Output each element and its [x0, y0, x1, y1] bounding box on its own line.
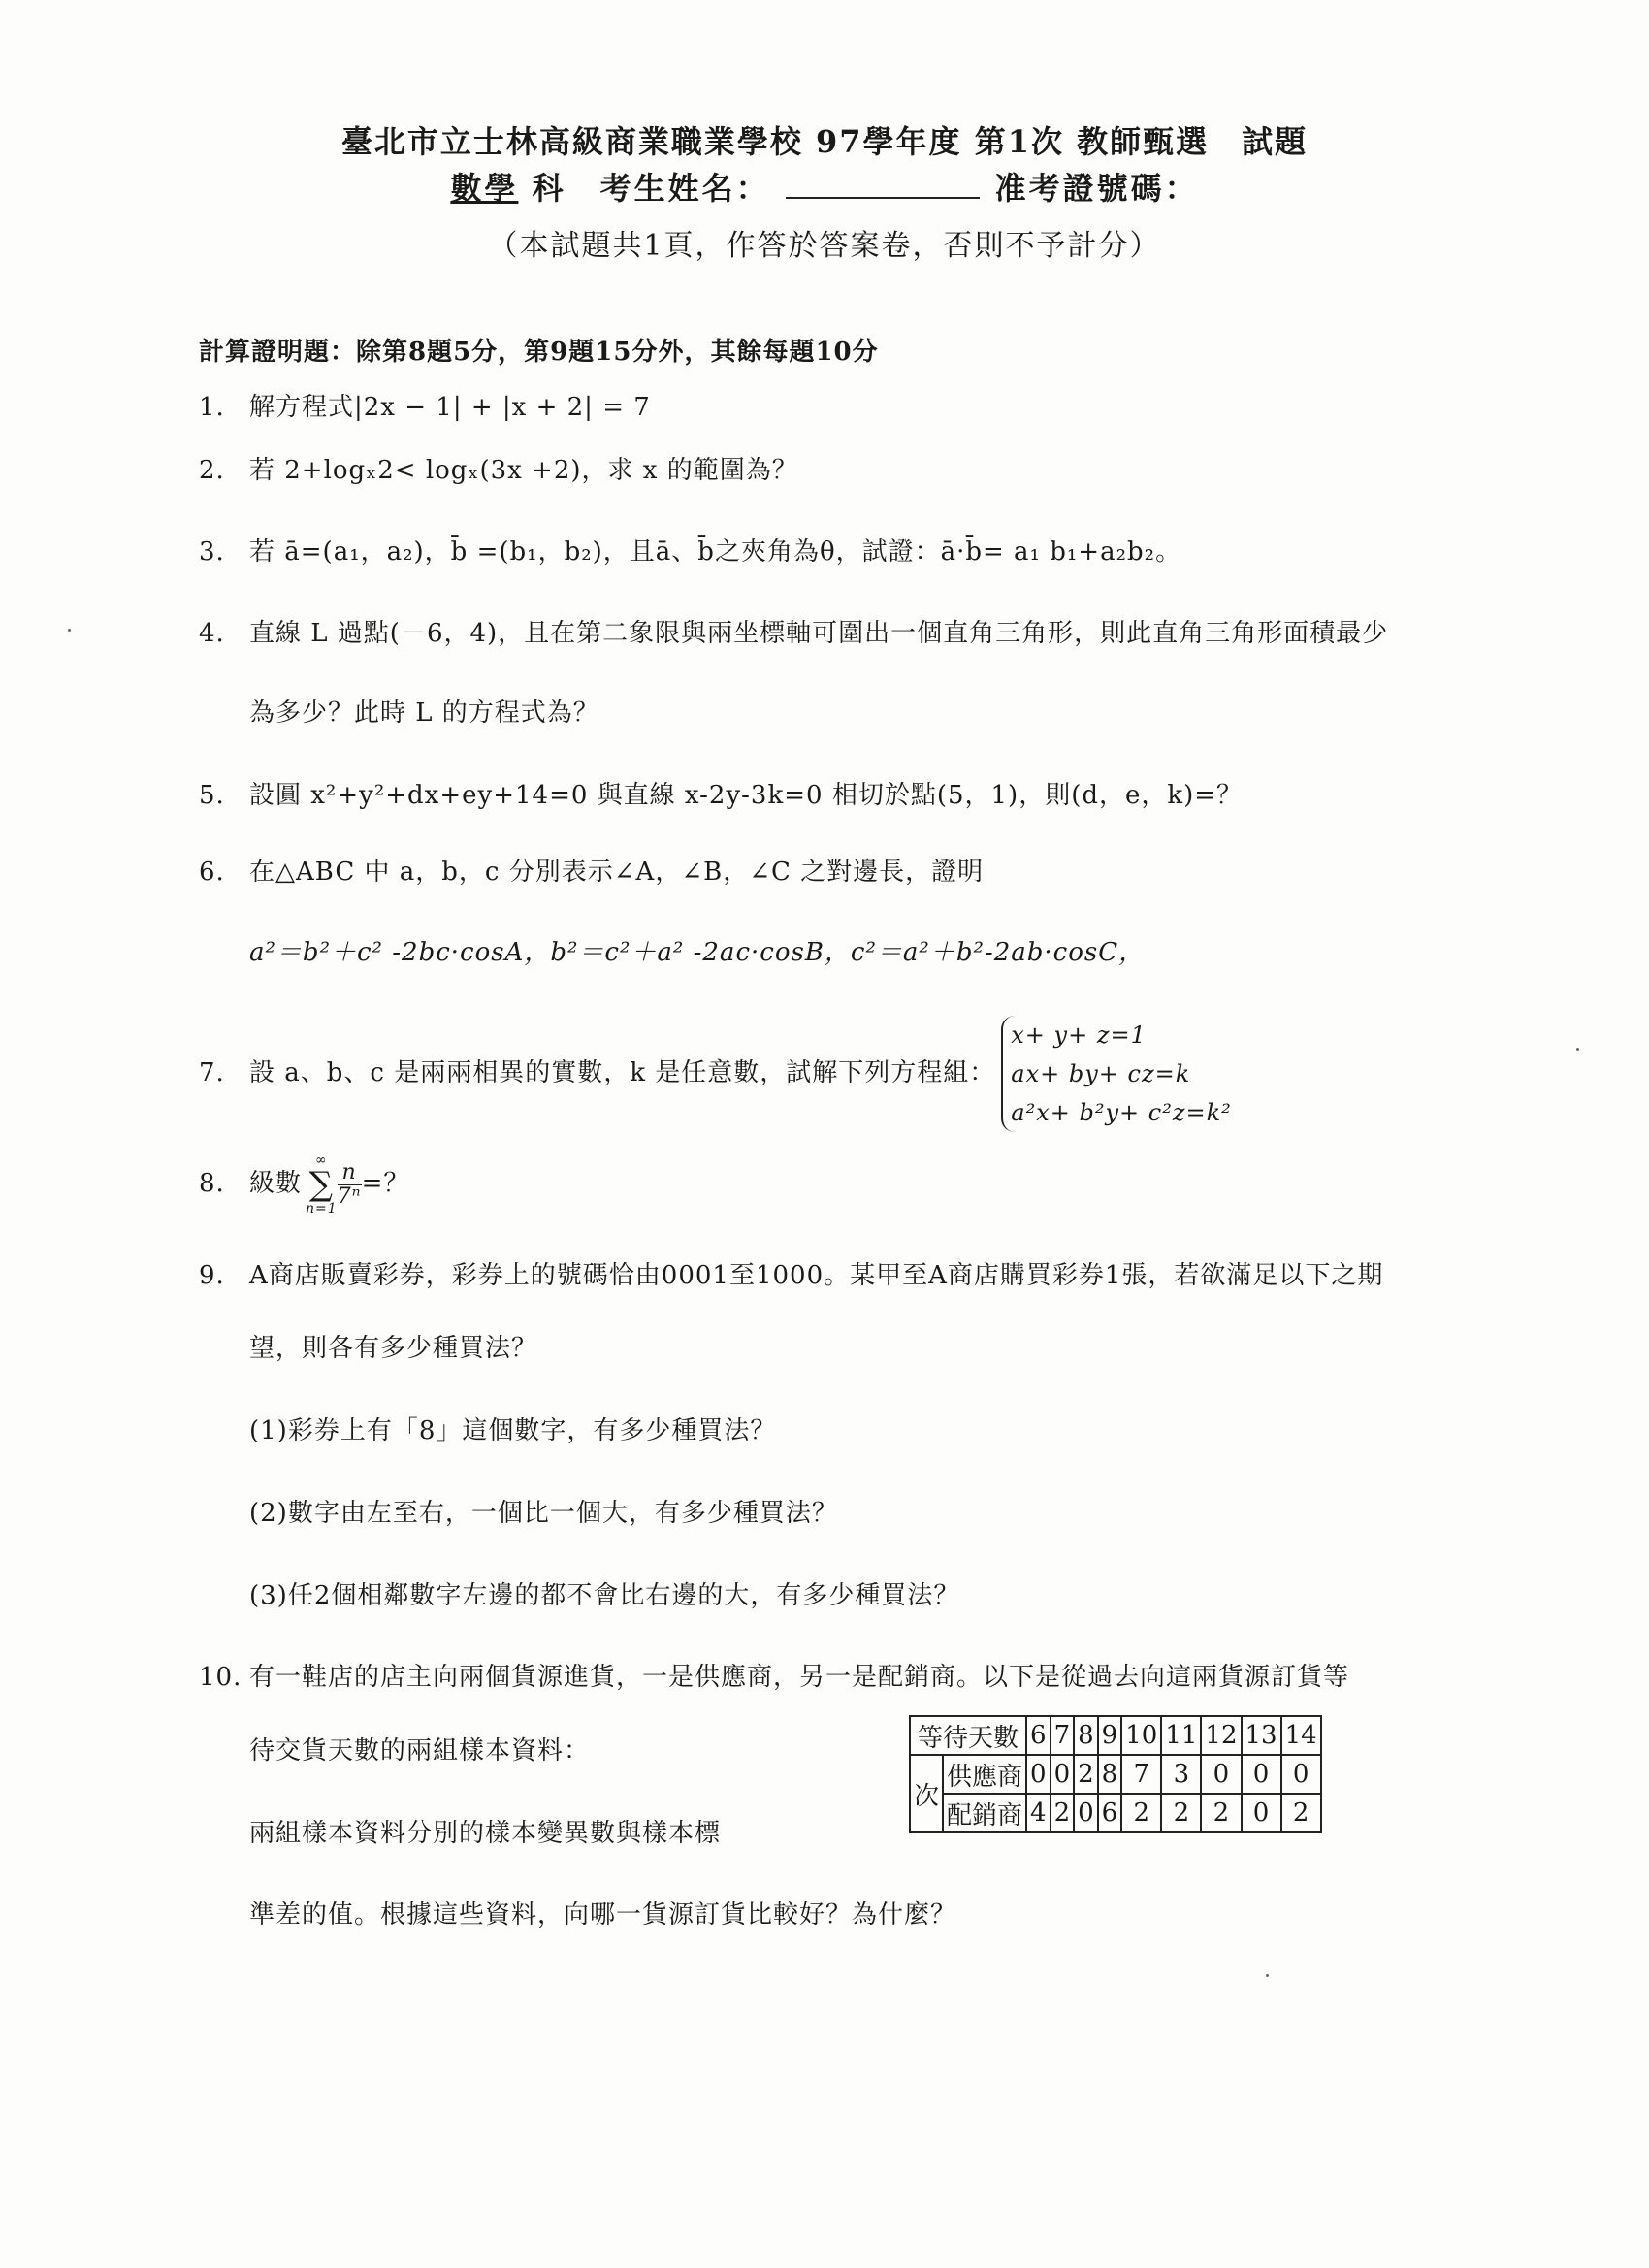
fraction — [338, 1161, 362, 1209]
question-9-part-2: (2)數字由左至右，一個比一個大，有多少種買法？ — [249, 1499, 838, 1528]
day-cell: 8 — [1074, 1716, 1098, 1755]
value-cell: 4 — [1026, 1794, 1051, 1832]
question-10-line-3: 兩組樣本資料分別的樣本變異數與樣本標 — [249, 1819, 722, 1848]
sigma-symbol: ∑ — [308, 1165, 334, 1204]
value-cell: 2 — [1201, 1794, 1241, 1832]
question-6-formulas: a²＝b²＋c² -2bc·cosA，b²＝c²＋a² -2ac·cosB，c²＝a²＋b²-2ab·cosC， — [249, 938, 1146, 967]
school-title: 臺北市立士林高級商業職業學校 97學年度 第1次 教師甄選 試題 — [340, 123, 1309, 160]
day-cell: 14 — [1281, 1716, 1321, 1755]
value-cell: 0 — [1074, 1794, 1098, 1832]
question-number: 9. — [199, 1261, 225, 1290]
day-cell: 6 — [1026, 1716, 1051, 1755]
scan-speck — [1576, 1048, 1579, 1051]
denominator: 7ⁿ — [337, 1183, 362, 1209]
question-6 — [199, 856, 984, 889]
table-row — [910, 1794, 1321, 1832]
row-label: 配銷商 — [943, 1794, 1026, 1832]
equation-2: ax+ by+ cz=k — [1011, 1060, 1191, 1087]
day-cell: 12 — [1201, 1716, 1241, 1755]
equation-1: x+ y+ z=1 — [1011, 1021, 1147, 1049]
summation — [306, 1152, 338, 1216]
value-cell: 2 — [1074, 1755, 1098, 1794]
question-text: 在△ABC 中 a，b，c 分別表示∠A，∠B，∠C 之對邊長，證明 — [249, 858, 985, 887]
question-text: 有一鞋店的店主向兩個貨源進貨，一是供應商，另一是配銷商。以下是從過去向這兩貨源訂貨等 — [249, 1663, 1350, 1692]
question-number: 7. — [199, 1058, 225, 1087]
question-1 — [199, 391, 651, 424]
header-label-cell: 等待天數 — [910, 1716, 1026, 1755]
name-label: 科 考生姓名： — [532, 170, 770, 207]
question-text: A商店販賣彩券，彩券上的號碼恰由0001至1000。某甲至A商店購買彩券1張，若欲滿足以下之期 — [249, 1261, 1384, 1290]
equation-3: a²x+ b²y+ c²z=k² — [1011, 1099, 1232, 1126]
value-cell: 0 — [1242, 1794, 1281, 1832]
value-cell: 0 — [1281, 1755, 1321, 1794]
question-prefix: 級數 — [249, 1169, 303, 1198]
value-cell: 6 — [1098, 1794, 1122, 1832]
day-cell: 9 — [1098, 1716, 1122, 1755]
waiting-days-table — [909, 1715, 1322, 1833]
question-number: 1. — [199, 393, 225, 422]
question-text: 設 a、b、c 是兩兩相異的實數，k 是任意數，試解下列方程組： — [249, 1058, 996, 1087]
name-blank — [786, 172, 980, 199]
question-text: 設圓 x²+y²+dx+ey+14=0 與直線 x-2y-3k=0 相切於點(5，1)，則(d，e，k)=？ — [249, 781, 1244, 810]
value-cell: 0 — [1242, 1755, 1281, 1794]
section-title: 計算證明題：除第8題5分，第9題15分外，其餘每題10分 — [199, 338, 879, 367]
sum-upper-limit: ∞ — [315, 1152, 328, 1168]
question-9-part-3: (3)任2個相鄰數字左邊的都不會比右邊的大，有多少種買法？ — [249, 1581, 960, 1610]
question-10 — [199, 1661, 1349, 1694]
value-cell: 0 — [1026, 1755, 1051, 1794]
day-cell: 13 — [1242, 1716, 1281, 1755]
question-number: 2. — [199, 456, 225, 485]
value-cell: 8 — [1098, 1755, 1122, 1794]
table-header-row — [910, 1716, 1321, 1755]
question-number: 5. — [199, 781, 225, 810]
scan-speck — [68, 629, 71, 632]
value-cell: 7 — [1121, 1755, 1161, 1794]
question-10-line-2: 待交貨天數的兩組樣本資料： — [249, 1736, 591, 1766]
subject-line — [0, 165, 1649, 211]
question-3 — [199, 535, 1181, 568]
question-9 — [199, 1259, 1383, 1292]
value-cell: 0 — [1051, 1755, 1075, 1794]
row-label: 供應商 — [943, 1755, 1026, 1794]
question-8 — [199, 1152, 409, 1216]
question-7 — [199, 1016, 1232, 1132]
exam-number-label: 准考證號碼： — [994, 170, 1199, 207]
equation-system — [1001, 1016, 1231, 1132]
day-cell: 7 — [1051, 1716, 1075, 1755]
value-cell: 2 — [1051, 1794, 1075, 1832]
question-number: 8. — [199, 1169, 225, 1198]
question-2 — [199, 454, 798, 487]
sum-lower-limit: n=1 — [306, 1201, 338, 1216]
question-10-line-4: 準差的值。根據這些資料，向哪一貨源訂貨比較好？為什麼？ — [249, 1900, 957, 1929]
scan-speck — [1266, 1974, 1269, 1977]
question-text: 若 2+logₓ2< logₓ(3x +2)，求 x 的範圍為？ — [249, 456, 798, 485]
question-number: 4. — [199, 619, 225, 648]
question-text: 若 ā=(a₁，a₂)，b̄ =(b₁，b₂)，且ā、b̄之夾角為θ，試證：ā·b̄= a₁ b₁+a₂b₂。 — [249, 537, 1182, 567]
question-4-continued: 為多少？此時 L 的方程式為？ — [249, 698, 599, 728]
row-group-label: 次 — [910, 1755, 943, 1832]
question-text: 直線 L 過點(－6，4)，且在第二象限與兩坐標軸可圍出一個直角三角形，則此直角三角形面積最少 — [249, 619, 1389, 648]
question-suffix: =？ — [361, 1169, 410, 1198]
question-9-part-1: (1)彩券上有「8」這個數字，有多少種買法？ — [249, 1416, 777, 1445]
question-text: 解方程式|2x − 1| + |x + 2| = 7 — [249, 393, 651, 422]
subject-name: 數學 — [450, 170, 519, 207]
question-5 — [199, 779, 1243, 812]
value-cell: 0 — [1201, 1755, 1241, 1794]
question-number: 10. — [199, 1663, 242, 1692]
question-number: 3. — [199, 537, 225, 567]
question-9-continued: 望，則各有多少種買法？ — [249, 1334, 538, 1363]
value-cell: 3 — [1161, 1755, 1201, 1794]
table-row — [910, 1755, 1321, 1794]
numerator: n — [338, 1161, 362, 1185]
day-cell: 10 — [1121, 1716, 1161, 1755]
question-4 — [199, 617, 1388, 650]
question-number: 6. — [199, 858, 225, 887]
value-cell: 2 — [1281, 1794, 1321, 1832]
day-cell: 11 — [1161, 1716, 1201, 1755]
exam-header — [0, 118, 1649, 277]
value-cell: 2 — [1161, 1794, 1201, 1832]
value-cell: 2 — [1121, 1794, 1161, 1832]
instructions-note: （本試題共1頁，作答於答案卷，否則不予計分） — [488, 229, 1161, 263]
